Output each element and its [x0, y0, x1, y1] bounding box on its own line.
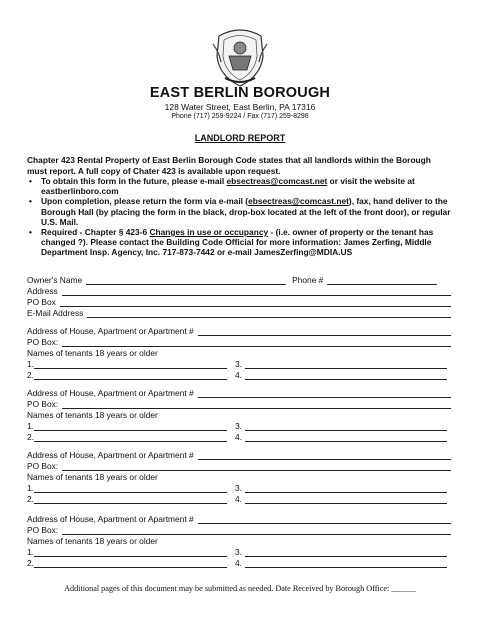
- email-link[interactable]: ebsectreas@comcast.net: [248, 196, 349, 207]
- tenant-number: 4.: [235, 558, 242, 568]
- tenant-number: 3.: [235, 421, 242, 431]
- unit-block: [27, 514, 451, 569]
- unit-pobox-field[interactable]: [62, 526, 451, 535]
- tenant-1-field[interactable]: [34, 422, 227, 431]
- unit-pobox-label: PO Box:: [27, 461, 59, 471]
- unit-address-field[interactable]: [198, 451, 451, 460]
- owner-address-label: Address: [27, 286, 58, 296]
- borough-seal-logo: [211, 26, 269, 88]
- footer-note: Additional pages of this document may be submitted as needed. Date Received by Borough Office: ______: [64, 584, 416, 593]
- owner-email-label: E-Mail Address: [27, 308, 84, 318]
- unit-block: [27, 326, 451, 381]
- borough-phone-fax: Phone (717) 259-9224 / Fax (717) 259-8298: [171, 113, 309, 120]
- owner-phone-field[interactable]: [327, 276, 437, 285]
- unit-pobox-label: PO Box:: [27, 399, 59, 409]
- instruction-item: [27, 196, 453, 227]
- owner-pobox-label: PO Box: [27, 297, 56, 307]
- unit-pobox-field[interactable]: [62, 400, 451, 409]
- tenants-label: Names of tenants 18 years or older: [27, 410, 158, 420]
- owner-email-field[interactable]: [87, 309, 451, 318]
- unit-block: [27, 450, 451, 505]
- unit-address-field[interactable]: [198, 327, 451, 336]
- unit-address-label: Address of House, Apartment or Apartment #: [27, 450, 194, 460]
- borough-title: EAST BERLIN BOROUGH: [149, 85, 331, 101]
- tenant-2-field[interactable]: [34, 433, 227, 442]
- tenant-number: 2.: [27, 494, 34, 504]
- tenants-label: Names of tenants 18 years or older: [27, 536, 158, 546]
- unit-address-field[interactable]: [198, 389, 451, 398]
- borough-address: 128 Water Street, East Berlin, PA 17316: [164, 102, 316, 112]
- tenant-number: 1.: [27, 483, 34, 493]
- owner-name-field[interactable]: [86, 276, 286, 285]
- unit-pobox-label: PO Box:: [27, 337, 59, 347]
- tenant-4-field[interactable]: [245, 559, 447, 568]
- unit-pobox-label: PO Box:: [27, 525, 59, 535]
- intro-paragraph: Chapter 423 Rental Property of East Berlin Borough Code states that all landlords within the Borough must report. A full copy of Chater 423 is available upon request.: [27, 155, 431, 176]
- instruction-item: [27, 176, 453, 196]
- bullet-icon: •: [29, 196, 32, 207]
- tenant-number: 3.: [235, 547, 242, 557]
- tenant-number: 4.: [235, 432, 242, 442]
- tenant-1-field[interactable]: [34, 484, 227, 493]
- instruction-text: Required - Chapter § 423-6: [41, 227, 150, 238]
- instruction-text: Upon completion, please return the form via e-mail (: [41, 196, 249, 207]
- owner-phone-label: Phone #: [292, 275, 324, 285]
- tenant-1-field[interactable]: [34, 548, 227, 557]
- tenant-number: 4.: [235, 494, 242, 504]
- unit-pobox-field[interactable]: [62, 338, 451, 347]
- unit-address-field[interactable]: [198, 515, 451, 524]
- tenant-number: 2.: [27, 370, 34, 380]
- bullet-icon: •: [29, 176, 32, 186]
- changes-in-use-text: Changes in use or occupancy: [149, 227, 269, 238]
- tenant-4-field[interactable]: [245, 433, 447, 442]
- tenant-number: 2.: [27, 558, 34, 568]
- instruction-text: - (i.e. owner of property or the tenant has changed ?). Please contact the Building Code Official for more information: James Zerfing, Middle Department Insp. Agency, Inc. 717-873-7442 or e-mail JamesZerfing@MDIA.US: [41, 227, 434, 258]
- tenant-4-field[interactable]: [245, 495, 447, 504]
- instruction-text: ), fax, hand deliver to the Borough Hall (by placing the form in the black, drop-box located at the left of the front door), or regular U.S. Mail.: [41, 196, 451, 227]
- tenant-number: 1.: [27, 547, 34, 557]
- tenant-number: 3.: [235, 483, 242, 493]
- tenant-1-field[interactable]: [34, 360, 227, 369]
- tenant-number: 4.: [235, 370, 242, 380]
- instruction-text: or visit the website at eastberlinboro.com: [41, 176, 415, 197]
- email-link[interactable]: ebsectreas@comcast.net: [226, 176, 328, 186]
- instruction-item: [27, 227, 453, 258]
- owner-section: [27, 275, 451, 321]
- bullet-icon: •: [29, 227, 32, 238]
- tenant-3-field[interactable]: [245, 360, 447, 369]
- tenant-3-field[interactable]: [245, 484, 447, 493]
- tenant-2-field[interactable]: [34, 495, 227, 504]
- tenant-2-field[interactable]: [34, 371, 227, 380]
- tenant-number: 3.: [235, 359, 242, 369]
- owner-name-label: Owner's Name: [27, 275, 83, 285]
- tenant-2-field[interactable]: [34, 559, 227, 568]
- instruction-text: To obtain this form in the future, please e-mail: [41, 176, 227, 186]
- unit-block: [27, 388, 451, 443]
- unit-address-label: Address of House, Apartment or Apartment #: [27, 388, 194, 398]
- report-title: LANDLORD REPORT: [194, 133, 286, 143]
- owner-address-field[interactable]: [62, 287, 451, 296]
- unit-pobox-field[interactable]: [62, 462, 451, 471]
- tenant-4-field[interactable]: [245, 371, 447, 380]
- tenant-number: 1.: [27, 359, 34, 369]
- tenants-label: Names of tenants 18 years or older: [27, 472, 158, 482]
- tenant-3-field[interactable]: [245, 548, 447, 557]
- unit-address-label: Address of House, Apartment or Apartment #: [27, 514, 194, 524]
- tenant-3-field[interactable]: [245, 422, 447, 431]
- owner-pobox-field[interactable]: [60, 298, 451, 307]
- tenant-number: 2.: [27, 432, 34, 442]
- tenants-label: Names of tenants 18 years or older: [27, 348, 158, 358]
- unit-address-label: Address of House, Apartment or Apartment #: [27, 326, 194, 336]
- instructions-list: [27, 176, 453, 258]
- tenant-number: 1.: [27, 421, 34, 431]
